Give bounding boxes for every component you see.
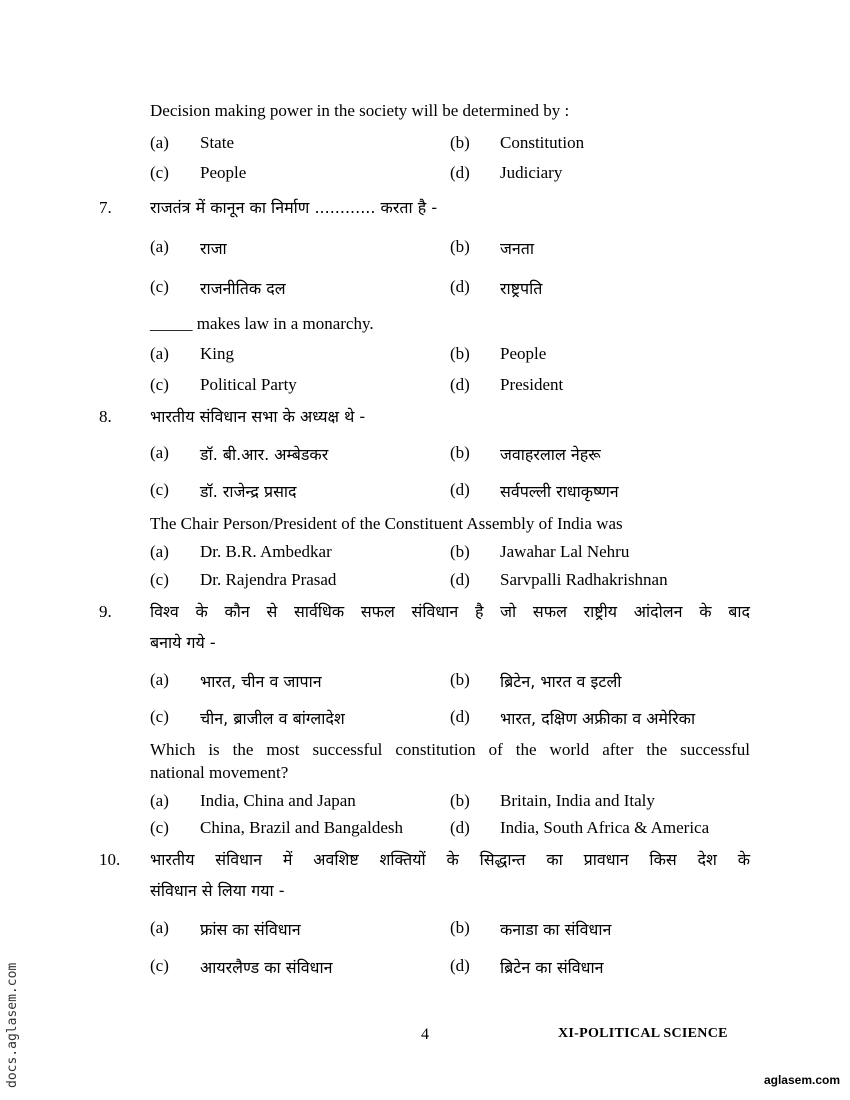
option-text: ब्रिटेन, भारत व इटली (500, 672, 622, 691)
option-label: (b) (450, 443, 470, 462)
q8-hi-question: भारतीय संविधान सभा के अध्यक्ष थे - (150, 407, 366, 426)
option-label: (c) (150, 956, 169, 975)
option-text: भारत, दक्षिण अफ्रीका व अमेरिका (500, 709, 696, 728)
option-label: (d) (450, 956, 470, 975)
option-text: Political Party (200, 375, 297, 394)
option-text: Jawahar Lal Nehru (500, 542, 630, 561)
option-label: (a) (150, 237, 169, 256)
q9-en-question-line-2: national movement? (150, 763, 289, 782)
option-label: (a) (150, 670, 169, 689)
brand-watermark: aglasem.com (763, 1073, 840, 1087)
q6-en-options-row-2 (0, 163, 850, 187)
q9-en-options-row-2 (0, 818, 850, 842)
option-text: Judiciary (500, 163, 563, 182)
option-label: (a) (150, 133, 169, 152)
q6-en-options-row-1 (0, 133, 850, 157)
option-text: Constitution (500, 133, 585, 152)
option-text: डॉ. बी.आर. अम्बेडकर (200, 445, 329, 464)
option-text: कनाडा का संविधान (500, 920, 612, 939)
q7-en-question: _____ makes law in a monarchy. (150, 314, 374, 333)
q10-hi-options-row-1 (0, 918, 850, 942)
option-text: Dr. Rajendra Prasad (200, 570, 337, 589)
option-label: (d) (450, 570, 470, 589)
q8-en-options-row-2 (0, 570, 850, 594)
q10-hi-options-row-2 (0, 956, 850, 980)
option-label: (b) (450, 344, 470, 363)
q8-hi-options-row-1 (0, 443, 850, 467)
option-label: (d) (450, 480, 470, 499)
q9-en-options-row-1 (0, 791, 850, 815)
question-number: 9. (99, 602, 112, 621)
option-text: सर्वपल्ली राधाकृष्णन (500, 482, 619, 501)
option-label: (b) (450, 918, 470, 937)
option-label: (c) (150, 818, 169, 837)
option-text: जनता (500, 239, 535, 258)
q9-hi-question-line-2: बनाये गये - (150, 633, 216, 652)
option-label: (a) (150, 791, 169, 810)
q7-hi-options-row-2 (0, 277, 850, 301)
option-text: जवाहरलाल नेहरू (500, 445, 601, 464)
option-label: (b) (450, 542, 470, 561)
option-text: चीन, ब्राजील व बांग्लादेश (200, 709, 345, 728)
option-label: (c) (150, 375, 169, 394)
option-text: India, South Africa & America (500, 818, 710, 837)
option-text: Sarvpalli Radhakrishnan (500, 570, 668, 589)
option-label: (c) (150, 163, 169, 182)
option-label: (c) (150, 480, 169, 499)
option-label: (b) (450, 791, 470, 810)
option-label: (a) (150, 443, 169, 462)
option-label: (d) (450, 707, 470, 726)
option-label: (d) (450, 818, 470, 837)
side-watermark: docs.aglasem.com (5, 962, 20, 1088)
q7-en-options-row-2 (0, 375, 850, 399)
option-text: Britain, India and Italy (500, 791, 655, 810)
option-label: (c) (150, 277, 169, 296)
option-label: (d) (450, 375, 470, 394)
option-text: राजा (200, 239, 227, 258)
q7-en-options-row-1 (0, 344, 850, 368)
question-number: 7. (99, 198, 112, 217)
option-label: (c) (150, 570, 169, 589)
option-text: People (500, 344, 547, 363)
option-label: (a) (150, 542, 169, 561)
option-label: (b) (450, 670, 470, 689)
option-text: People (200, 163, 247, 182)
q8-en-question: The Chair Person/President of the Constituent Assembly of India was (150, 514, 623, 533)
option-text: Dr. B.R. Ambedkar (200, 542, 332, 561)
option-label: (a) (150, 344, 169, 363)
option-label: (b) (450, 133, 470, 152)
q6-en-question: Decision making power in the society will be determined by : (150, 101, 570, 120)
question-number: 10. (99, 850, 121, 869)
page-number: 4 (421, 1026, 429, 1043)
footer-subject: XI-POLITICAL SCIENCE (558, 1026, 728, 1041)
q9-en-question-line-1: Which is the most successful constitution of the world after the successful (150, 740, 750, 759)
q10-hi-question-line-1: भारतीय संविधान में अवशिष्ट शक्तियों के सिद्धान्त का प्रावधान किस देश के (150, 850, 750, 869)
q7-hi-options-row-1 (0, 237, 850, 261)
option-text: राजनीतिक दल (200, 279, 286, 298)
q8-hi-options-row-2 (0, 480, 850, 504)
option-text: आयरलैण्ड का संविधान (200, 958, 333, 977)
option-label: (c) (150, 707, 169, 726)
option-text: फ्रांस का संविधान (200, 920, 301, 939)
q9-hi-options-row-1 (0, 670, 850, 694)
option-text: India, China and Japan (200, 791, 356, 810)
option-label: (b) (450, 237, 470, 256)
q9-hi-question-line-1: विश्व के कौन से सार्वधिक सफल संविधान है जो सफल राष्ट्रीय आंदोलन के बाद (150, 602, 750, 621)
option-text: डॉ. राजेन्द्र प्रसाद (200, 482, 297, 501)
option-text: President (500, 375, 564, 394)
q7-hi-question: राजतंत्र में कानून का निर्माण ............ करता है - (150, 198, 438, 217)
q9-hi-options-row-2 (0, 707, 850, 731)
option-text: King (200, 344, 234, 363)
option-text: राष्ट्रपति (500, 279, 543, 298)
option-text: भारत, चीन व जापान (200, 672, 322, 691)
option-label: (a) (150, 918, 169, 937)
option-text: ब्रिटेन का संविधान (500, 958, 604, 977)
question-number: 8. (99, 407, 112, 426)
option-text: State (200, 133, 234, 152)
option-label: (d) (450, 277, 470, 296)
option-label: (d) (450, 163, 470, 182)
option-text: China, Brazil and Bangaldesh (200, 818, 404, 837)
q10-hi-question-line-2: संविधान से लिया गया - (150, 881, 285, 900)
q8-en-options-row-1 (0, 542, 850, 566)
